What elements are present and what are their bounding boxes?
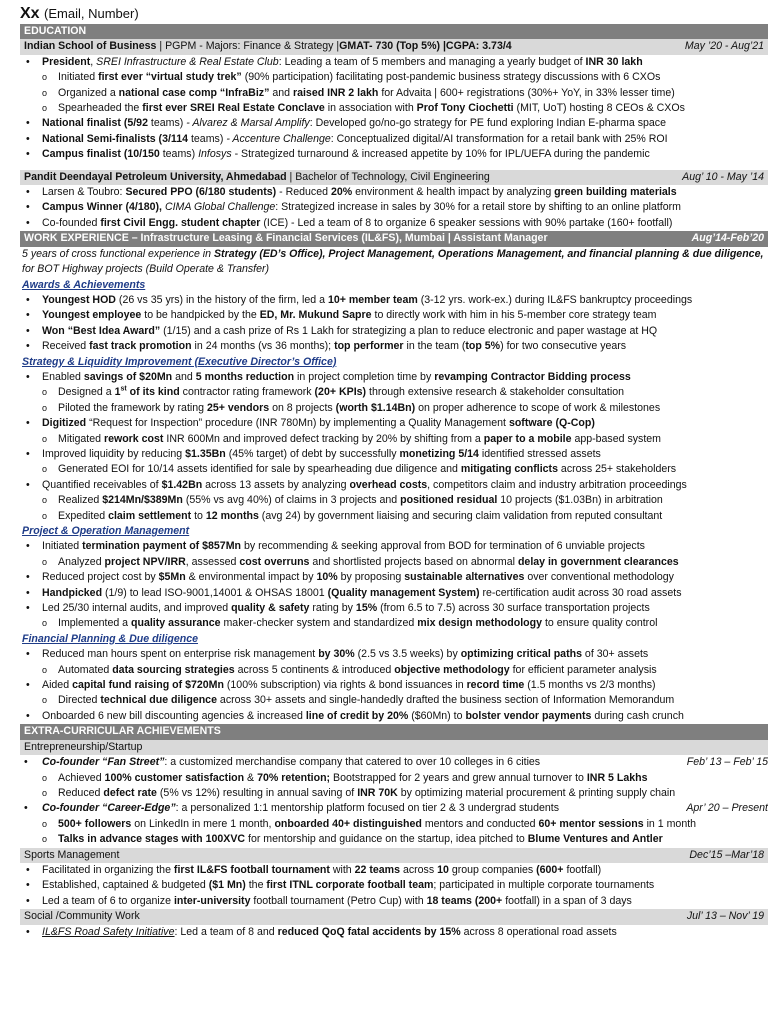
entre-bullet-careeredge: • Co-founder “Career-Edge”: a personalized 1:1 mentorship platform focused on tier 2 & 3 undergrad students Apr’ 20 – Present (20, 801, 768, 816)
fanstreet-dates: Feb’ 13 – Feb’ 15 (686, 756, 768, 769)
sports-bullet-petrocup: • Led a team of 6 to organize inter-university football tournament (Petro Cup) with 18 teams (200+ footfall) in a span of 3 days (20, 894, 768, 909)
finance-heading: Financial Planning & Due diligence (22, 632, 199, 645)
entre-bullet-fanstreet: • Co-founder “Fan Street”: a customized merchandise company that catered to over 10 colleges in 6 cities Feb’ 13 – Feb’ 15 (20, 755, 768, 770)
sports-bullet-tournament: • Facilitated in organizing the first IL&FS football tournament with 22 teams across 10 group companies (600+ footfall) (20, 863, 768, 878)
work-header (20, 231, 768, 246)
strategy-sub-pilot: o Piloted the framework by rating 25+ vendors on 8 projects (worth $1.14Bn) on proper adherence to scope of work & milestones (20, 401, 768, 416)
social-title: Social /Community Work (24, 910, 140, 923)
entre-title: Entrepreneurship/Startup (24, 740, 143, 753)
project-bullet-audits: • Led 25/30 internal audits, and improved quality & safety rating by 15% (from 6.5 to 7.5) across 30 surface transportation projects (20, 601, 768, 616)
project-bullet-termination: • Initiated termination payment of $857Mn by recommending & seeking approval from BOD for termination of 6 unviable projects (20, 539, 768, 554)
isb-bullet-president: • President, SREI Infrastructure & Real Estate Club: Leading a team of 5 members and managing a yearly budget of INR 30 lakh (20, 55, 768, 70)
isb-gmat: GMAT- 730 (Top 5%) | (339, 40, 446, 53)
social-header (20, 909, 768, 924)
project-sub-npv: o Analyzed project NPV/IRR, assessed cost overruns and shortlisted projects based on abnormal delay in government clearances (20, 555, 768, 570)
project-bullet-iso: • Handpicked (1/9) to lead ISO-9001,14001 & OHSAS 18001 (Quality management System) re-certification audit across 30 road assets (20, 586, 768, 601)
candidate-name (20, 2, 768, 24)
isb-sub-infrabiz: o Organized a national case comp “InfraBiz” and raised INR 2 lakh for Advaita | 600+ registrations (30%+ YoY, in 33% lesser time) (20, 86, 768, 101)
pdpu-bullet-lnt: • Larsen & Toubro: Secured PPO (6/180 students) - Reduced 20% environment & health impact by analyzing green building materials (20, 185, 768, 200)
education-header (20, 24, 768, 39)
project-bullet-cost: • Reduced project cost by $5Mn & environmental impact by 10% by proposing sustainable alternatives over conventional methodology (20, 570, 768, 585)
careeredge-dates: Apr’ 20 – Present (686, 802, 768, 815)
isb-school: Indian School of Business (24, 40, 157, 53)
sports-dates: Dec’15 –Mar’18 (689, 848, 764, 861)
name-text: Xx (20, 5, 40, 22)
finance-bullet-credit: • Onboarded 6 new bill discounting agencies & increased line of credit by 20% ($60Mn) to bolster vendor payments during cash crunch (20, 709, 768, 724)
isb-cgpa: CGPA: 3.73/4 (445, 40, 512, 53)
award-best-idea: • Won “Best Idea Award” (1/15) and a cash prize of Rs 1 Lakh for strategizing a plan to reduce electronic and paper wastage at HQ (20, 324, 768, 339)
finance-sub-automated: o Automated data sourcing strategies across 5 continents & introduced objective methodology for efficient parameter analysis (20, 663, 768, 678)
sports-title: Sports Management (24, 848, 120, 861)
entre-sub-satisfaction: o Achieved 100% customer satisfaction & 70% retention; Bootstrapped for 2 years and grew annual turnover to INR 5 Lakhs (20, 771, 768, 786)
isb-bullet-campus-finalist: • Campus finalist (10/150 teams) Infosys - Strategized turnaround & increased appetite by 10% for IPL/UEFA during the pandemic (20, 147, 768, 162)
work-role: | Assistant Manager (447, 232, 548, 245)
pdpu-school: Pandit Deendayal Petroleum University, Ahmedabad (24, 170, 287, 183)
strategy-sub-expedited: o Expedited claim settlement to 12 months (avg 24) by government liaising and securing claim validation from reputed consultant (20, 509, 768, 524)
entre-header (20, 740, 768, 755)
strategy-sub-rework: o Mitigated rework cost INR 600Mn and improved defect tracking by 20% by shifting from a paper to a mobile app-based system (20, 432, 768, 447)
strategy-bullet-receivables: • Quantified receivables of $1.42Bn across 13 assets by analyzing overhead costs, competitors claim and industry arbitration proceedings (20, 478, 768, 493)
award-youngest-employee: • Youngest employee to be handpicked by the ED, Mr. Mukund Sapre to directly work with him in his 5-member core strategy team (20, 308, 768, 323)
strategy-heading: Strategy & Liquidity Improvement (Executive Director’s Office) (22, 355, 337, 368)
project-heading: Project & Operation Management (22, 525, 190, 537)
strategy-sub-realized: o Realized $214Mn/$389Mn (55% vs avg 40%) of claims in 3 projects and positioned residual 10 projects ($1.03Bn) in arbitration (20, 493, 768, 508)
extra-title: EXTRA-CURRICULAR ACHIEVEMENTS (24, 725, 221, 738)
sports-header (20, 848, 768, 863)
strategy-bullet-liquidity: • Improved liquidity by reducing $1.35Bn (45% target) of debt by successfully monetizing 5/14 identified stressed assets (20, 447, 768, 462)
entre-sub-talks: o Talks in advance stages with 100XVC for mentorship and guidance on the startup, idea pitched to Blume Ventures and Antler (20, 832, 768, 847)
award-youngest-hod: • Youngest HOD (26 vs 35 yrs) in the history of the firm, led a 10+ member team (3-12 yrs. work-ex.) during IL&FS bankruptcy proceedings (20, 293, 768, 308)
strategy-sub-eoi: o Generated EOI for 10/14 assets identified for sale by spearheading due diligence and mitigating conflicts across 25+ stakeholders (20, 462, 768, 477)
education-title: EDUCATION (24, 25, 87, 37)
social-dates: Jul’ 13 – Nov’ 19 (686, 910, 764, 923)
entre-sub-followers: o 500+ followers on LinkedIn in mere 1 month, onboarded 40+ distinguished mentors and conducted 60+ mentor sessions in 1 month (20, 817, 768, 832)
strategy-sub-framework: o Designed a 1st of its kind contractor rating framework (20+ KPIs) through extensive research & stakeholder consultation (20, 385, 768, 400)
isb-sub-conclave: o Spearheaded the first ever SREI Real Estate Conclave in association with Prof Tony Ciochetti (MIT, UoT) hosting 8 CEOs & CXOs (20, 101, 768, 116)
social-bullet-road-safety: • IL&FS Road Safety Initiative: Led a team of 8 and reduced QoQ fatal accidents by 15% across 8 operational road assets (20, 925, 768, 940)
work-dates: Aug’14-Feb’20 (691, 232, 764, 245)
finance-bullet-capital: • Aided capital fund raising of $720Mn (100% subscription) via rights & bond issuances in record time (1.5 months vs 2/3 months) (20, 678, 768, 693)
awards-heading: Awards & Achievements (22, 278, 146, 291)
extra-header (20, 724, 768, 739)
work-title: WORK EXPERIENCE – Infrastructure Leasing & Financial Services (IL&FS), Mumbai (24, 232, 445, 245)
entre-sub-defect: o Reduced defect rate (5% vs 12%) resulting in annual saving of INR 70K by optimizing material procurement & printing supply chain (20, 786, 768, 801)
isb-header (20, 39, 768, 54)
finance-sub-due-diligence: o Directed technical due diligence across 30+ assets and single-handedly drafted the business section of Information Memorandum (20, 693, 768, 708)
pdpu-degree: | Bachelor of Technology, Civil Engineering (289, 170, 490, 183)
award-fast-track: • Received fast track promotion in 24 months (vs 36 months); top performer in the team (top 5%) for two consecutive years (20, 339, 768, 354)
pdpu-dates: Aug’ 10 - May ’14 (682, 170, 764, 183)
isb-dates: May ’20 - Aug’21 (684, 40, 764, 53)
pdpu-bullet-ice: • Co-founded first Civil Engg. student chapter (ICE) - Led a team of 8 to organize 6 speaker sessions with 90% partake (160+ footfall) (20, 216, 768, 231)
finance-bullet-manhours: • Reduced man hours spent on enterprise risk management by 30% (2.5 vs 3.5 weeks) by optimizing critical paths of 30+ assets (20, 647, 768, 662)
project-sub-qa: o Implemented a quality assurance maker-checker system and standardized mix design methodology to ensure quality control (20, 616, 768, 631)
strategy-bullet-digitized: • Digitized “Request for Inspection” procedure (INR 780Mn) by implementing a Quality Management software (Q-Cop) (20, 416, 768, 431)
isb-bullet-national-finalist: • National finalist (5/92 teams) - Alvarez & Marsal Amplify: Developed go/no-go strategy for PE fund exploring Indian E-pharma space (20, 116, 768, 131)
sports-bullet-itnl: • Established, captained & budgeted ($1 Mn) the first ITNL corporate football team; participated in multiple corporate tournaments (20, 878, 768, 893)
isb-bullet-semi-finalist: • National Semi-finalists (3/114 teams) - Accenture Challenge: Conceptualized digital/AI transformation for a retail bank with 25% ROI (20, 132, 768, 147)
pdpu-header (20, 170, 768, 185)
strategy-bullet-savings: • Enabled savings of $20Mn and 5 months reduction in project completion time by revamping Contractor Bidding process (20, 370, 768, 385)
isb-sub-trek: o Initiated first ever “virtual study trek” (90% participation) facilitating post-pandemic business strategy discussions with 6 CXOs (20, 70, 768, 85)
isb-program: | PGPM - Majors: Finance & Strategy | (159, 40, 340, 53)
pdpu-bullet-cima: • Campus Winner (4/180), CIMA Global Challenge: Strategized increase in sales by 30% for a retail store by shifting to an online platform (20, 200, 768, 215)
work-intro: 5 years of cross functional experience in Strategy (ED’s Office), Project Management, Operations Management, and financial planning & due diligence, for BOT Highway projects (Build Operate & Transfer) (22, 247, 764, 276)
contact-text: (Email, Number) (44, 6, 139, 21)
